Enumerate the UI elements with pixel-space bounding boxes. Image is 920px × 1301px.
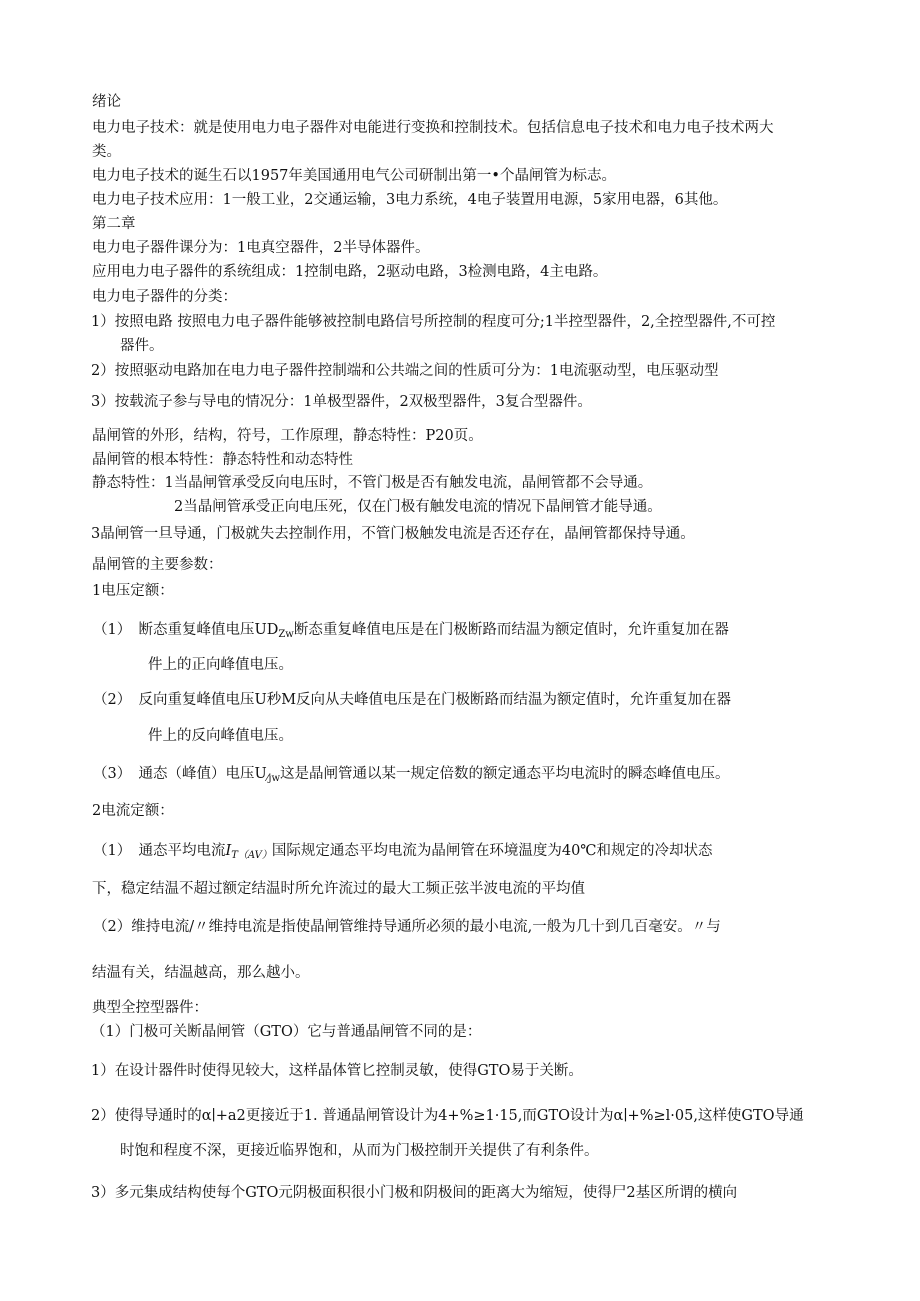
paragraph-line: 下，稳定结温不超过额定结温时所允许流过的最大工频正弦半波电流的平均值 (92, 881, 585, 897)
parameter-item (93, 841, 713, 866)
parameter-item-continuation: 件上的反向峰值电压。 (148, 728, 293, 744)
paragraph-line: 晶闸管的主要参数： (92, 557, 223, 573)
list-item: 1）在设计器件时使得见较大，这样晶体管匕控制灵敏，使得GTO易于关断。 (91, 1063, 583, 1079)
subheading-full-control-devices: 典型全控型器件： (92, 1000, 208, 1016)
paragraph-line: 结温有关，结温越高，那么越小。 (92, 965, 310, 981)
list-item: 2）按照驱动电路加在电力电子器件控制端和公共端之间的性质可分为：1电流驱动型，电压驱动型 (91, 363, 719, 379)
parameter-text: （1） 通态平均电流 (93, 843, 226, 859)
paragraph-line: 电力电子器件课分为：1电真空器件，2半导体器件。 (92, 240, 430, 256)
paragraph-line: 电力电子技术的诞生石以1957年美国通用电气公司研制出第一•个晶闸管为标志。 (92, 168, 616, 184)
paragraph-line: 类。 (92, 144, 121, 160)
subheading-voltage-rating: 1电压定额： (92, 583, 174, 599)
subscript: T（AV） (231, 850, 272, 861)
parameter-item (93, 764, 730, 789)
heading-intro: 绪论 (92, 94, 121, 110)
paragraph-line: 静态特性：1当晶闸管承受反向电压时，不管门极是否有触发电流，晶闸管都不会导通。 (92, 475, 653, 491)
paragraph-line: 3晶闸管一旦导通，门极就失去控制作用，不管门极触发电流是否还存在，晶闸管都保持导通。 (91, 526, 695, 542)
list-item: 3）多元集成结构使每个GTO元阴极面积很小门极和阴极间的距离大为缩短，使得尸2基区所谓的横向 (91, 1185, 738, 1201)
paragraph-line: 应用电力电子器件的系统组成：1控制电路，2驱动电路，3检测电路，4主电路。 (92, 264, 608, 280)
subscript: ⁄jw (266, 773, 281, 784)
parameter-text: （3） 通态（峰值）电压U (93, 766, 267, 782)
parameter-text: 国际规定通态平均电流为晶闸管在环境温度为40℃和规定的冷却状态 (271, 843, 713, 859)
paragraph-line-indented: 2当晶闸管承受正向电压死，仅在门极有触发电流的情况下晶闸管才能导通。 (174, 499, 662, 515)
parameter-text: 这是晶闸管通以某一规定倍数的额定通态平均电流时的瞬态峰值电压。 (280, 766, 730, 782)
list-item-continuation: 器件。 (120, 338, 164, 354)
subheading-current-rating: 2电流定额： (92, 803, 174, 819)
parameter-item: （2）维持电流/〃维持电流是指使晶闸管维持导通所必须的最小电流,一般为几十到几百毫安。〃与 (93, 919, 721, 935)
heading-chapter-2: 第二章 (92, 216, 136, 232)
paragraph-line: 电力电子技术：就是使用电力电子器件对电能进行变换和控制技术。包括信息电子技术和电力电子技术两大 (92, 120, 774, 136)
paragraph-line: （1）门极可关断晶闸管（GTO）它与普通晶闸管不同的是： (91, 1024, 482, 1040)
subscript: Zw (278, 629, 294, 640)
parameter-text: 断态重复峰值电压是在门极断路而结温为额定值时，允许重复加在器 (293, 622, 729, 638)
list-item-continuation: 时饱和程度不深，更接近临界饱和，从而为门极控制开关提供了有利条件。 (120, 1143, 599, 1159)
parameter-text: （1） 断态重复峰值电压UD (93, 622, 279, 638)
paragraph-line: 电力电子器件的分类： (92, 289, 237, 305)
parameter-item (93, 620, 729, 645)
paragraph-line: 电力电子技术应用：1一般工业，2交通运输，3电力系统，4电子装置用电源，5家用电器，6其他。 (92, 192, 728, 208)
symbol: I (225, 843, 232, 859)
paragraph-line: 晶闸管的根本特性：静态特性和动态特性 (92, 452, 353, 468)
parameter-item: （2） 反向重复峰值电压U秒M反向从夫峰值电压是在门极断路而结温为额定值时，允许重复加在器 (93, 692, 732, 708)
list-item: 3）按载流子参与导电的情况分：1单极型器件，2双极型器件，3复合型器件。 (91, 394, 592, 410)
list-item: 1）按照电路 按照电力电子器件能够被控制电路信号所控制的程度可分;1半控型器件，2,全控型器件,不可控 (91, 314, 776, 330)
parameter-item-continuation: 件上的正向峰值电压。 (148, 657, 293, 673)
paragraph-line: 晶闸管的外形，结构，符号，工作原理，静态特性：P20页。 (92, 428, 483, 444)
list-item: 2）使得导通时的α∣+a2更接近于1. 普通晶闸管设计为4+%≥1·15,而GTO设计为α∣+%≥l·05,这样使GTO导通 (91, 1108, 804, 1124)
